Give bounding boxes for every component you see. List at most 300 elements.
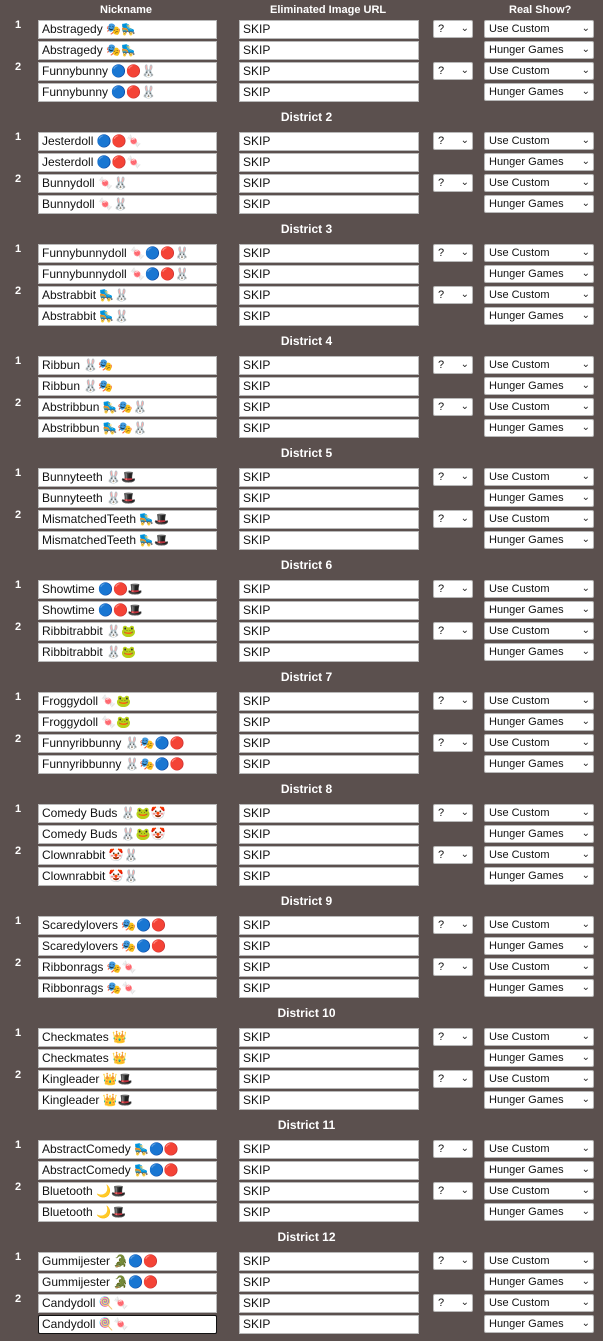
real-show-select[interactable]	[484, 531, 594, 549]
nickname-input[interactable]: Ribbun 🐰🎭	[38, 377, 217, 396]
nickname-input[interactable]: MismatchedTeeth 🛼🎩	[38, 510, 217, 529]
tribute-number: 2	[15, 845, 22, 857]
pronoun-select[interactable]	[433, 958, 473, 976]
eliminated-url-input[interactable]: SKIP	[239, 62, 419, 81]
district-section	[0, 19, 603, 103]
real-show-select-value: Use Custom	[489, 961, 550, 973]
real-show-select[interactable]	[484, 153, 594, 171]
real-show-select[interactable]	[484, 468, 594, 486]
pronoun-select[interactable]	[433, 1252, 473, 1270]
pronoun-select-value: ?	[438, 247, 445, 259]
nickname-input[interactable]: Ribbitrabbit 🐰🐸	[38, 643, 217, 662]
real-show-select[interactable]	[484, 1028, 594, 1046]
nickname-input[interactable]: Comedy Buds 🐰🐸🤡	[38, 804, 217, 823]
chevron-down-icon: ⌄	[581, 422, 590, 433]
chevron-down-icon: ⌄	[460, 289, 469, 300]
real-show-select[interactable]	[484, 307, 594, 325]
eliminated-url-input[interactable]: SKIP	[239, 398, 419, 417]
nickname-input[interactable]: Jesterdoll 🔵🔴🍬	[38, 132, 217, 151]
chevron-down-icon: ⌄	[581, 268, 590, 279]
real-show-select-value: Hunger Games	[489, 380, 564, 392]
tribute-row	[0, 579, 603, 600]
pronoun-select[interactable]	[433, 622, 473, 640]
district-title: District 4	[280, 334, 333, 348]
pronoun-select[interactable]	[433, 356, 473, 374]
chevron-down-icon: ⌄	[581, 534, 590, 545]
pronoun-select-value: ?	[438, 961, 445, 973]
chevron-down-icon: ⌄	[581, 828, 590, 839]
pronoun-select[interactable]	[433, 734, 473, 752]
nickname-input[interactable]: Abstragedy 🎭🛼	[38, 41, 217, 60]
eliminated-url-input[interactable]: SKIP	[239, 958, 419, 977]
real-show-select[interactable]	[484, 1252, 594, 1270]
eliminated-url-input[interactable]: SKIP	[239, 1315, 419, 1334]
chevron-down-icon: ⌄	[460, 359, 469, 370]
chevron-down-icon: ⌄	[581, 471, 590, 482]
eliminated-url-input[interactable]: SKIP	[239, 804, 419, 823]
eliminated-url-input[interactable]: SKIP	[239, 825, 419, 844]
nickname-input[interactable]: Abstragedy 🎭🛼	[38, 20, 217, 39]
nickname-input[interactable]: Checkmates 👑	[38, 1028, 217, 1047]
real-show-select-value: Use Custom	[489, 65, 550, 77]
real-show-select[interactable]	[484, 601, 594, 619]
chevron-down-icon: ⌄	[581, 23, 590, 34]
nickname-input[interactable]: Comedy Buds 🐰🐸🤡	[38, 825, 217, 844]
eliminated-url-input[interactable]: SKIP	[239, 1273, 419, 1292]
tribute-row	[0, 1293, 603, 1314]
real-show-select-value: Hunger Games	[489, 1052, 564, 1064]
real-show-select[interactable]	[484, 1140, 594, 1158]
real-show-select[interactable]	[484, 846, 594, 864]
nickname-input[interactable]: Abstrabbit 🛼🐰	[38, 307, 217, 326]
url-header: Eliminated Image URL	[270, 4, 387, 16]
real-show-select[interactable]	[484, 20, 594, 38]
nickname-input[interactable]: Kingleader 👑🎩	[38, 1070, 217, 1089]
chevron-down-icon: ⌄	[460, 65, 469, 76]
pronoun-select-value: ?	[438, 919, 445, 931]
tribute-row	[0, 40, 603, 61]
district-section	[0, 1111, 603, 1223]
nickname-input[interactable]: Showtime 🔵🔴🎩	[38, 601, 217, 620]
tribute-row	[0, 712, 603, 733]
tribute-row	[0, 824, 603, 845]
chevron-down-icon: ⌄	[460, 1031, 469, 1042]
nickname-input[interactable]: Abstrabbit 🛼🐰	[38, 286, 217, 305]
chevron-down-icon: ⌄	[460, 807, 469, 818]
nickname-input[interactable]: AbstractComedy 🛼🔵🔴	[38, 1161, 217, 1180]
pronoun-select-value: ?	[438, 695, 445, 707]
real-show-select-value: Hunger Games	[489, 156, 564, 168]
nickname-input[interactable]: Funnyribbunny 🐰🎭🔵🔴	[38, 734, 217, 753]
pronoun-select-value: ?	[438, 65, 445, 77]
real-show-select[interactable]	[484, 622, 594, 640]
nickname-input[interactable]: Gummijester 🐊🔵🔴	[38, 1273, 217, 1292]
tribute-row	[0, 194, 603, 215]
real-show-select[interactable]	[484, 937, 594, 955]
eliminated-url-input[interactable]: SKIP	[239, 377, 419, 396]
eliminated-url-input[interactable]: SKIP	[239, 265, 419, 284]
eliminated-url-input[interactable]: SKIP	[239, 643, 419, 662]
real-show-select-value: Use Custom	[489, 471, 550, 483]
eliminated-url-input[interactable]: SKIP	[239, 867, 419, 886]
district-title: District 3	[280, 222, 333, 236]
real-show-select[interactable]	[484, 1203, 594, 1221]
pronoun-select-value: ?	[438, 1255, 445, 1267]
eliminated-url-input[interactable]: SKIP	[239, 1028, 419, 1047]
tribute-row	[0, 509, 603, 530]
nickname-input[interactable]: Bluetooth 🌙🎩	[38, 1203, 217, 1222]
eliminated-url-input[interactable]: SKIP	[239, 286, 419, 305]
eliminated-url-input[interactable]: SKIP	[239, 734, 419, 753]
tribute-number: 2	[15, 1069, 22, 1081]
eliminated-url-input[interactable]: SKIP	[239, 916, 419, 935]
real-show-select-value: Use Custom	[489, 1255, 550, 1267]
real-show-select[interactable]	[484, 398, 594, 416]
real-show-select[interactable]	[484, 755, 594, 773]
nickname-input[interactable]: AbstractComedy 🛼🔵🔴	[38, 1140, 217, 1159]
chevron-down-icon: ⌄	[460, 247, 469, 258]
nickname-input[interactable]: Ribbonrags 🎭🍬	[38, 979, 217, 998]
real-show-select[interactable]	[484, 958, 594, 976]
nickname-input[interactable]: Funnybunny 🔵🔴🐰	[38, 62, 217, 81]
pronoun-select[interactable]	[433, 916, 473, 934]
district-title: District 8	[280, 782, 333, 796]
real-show-select[interactable]	[484, 1315, 594, 1333]
nickname-input[interactable]: Funnybunnydoll 🍬🔵🔴🐰	[38, 244, 217, 263]
eliminated-url-input[interactable]: SKIP	[239, 1140, 419, 1159]
nickname-input[interactable]: Bunnydoll 🍬🐰	[38, 195, 217, 214]
real-show-select[interactable]	[484, 1049, 594, 1067]
pronoun-select[interactable]	[433, 468, 473, 486]
real-show-select[interactable]	[484, 1091, 594, 1109]
chevron-down-icon: ⌄	[581, 940, 590, 951]
tribute-number: 1	[15, 355, 22, 367]
tribute-row	[0, 1027, 603, 1048]
eliminated-url-input[interactable]: SKIP	[239, 174, 419, 193]
nickname-input[interactable]: Ribbitrabbit 🐰🐸	[38, 622, 217, 641]
real-show-select[interactable]	[484, 265, 594, 283]
chevron-down-icon: ⌄	[460, 1297, 469, 1308]
district-section	[0, 999, 603, 1111]
pronoun-select-value: ?	[438, 1185, 445, 1197]
real-show-select[interactable]	[484, 713, 594, 731]
chevron-down-icon: ⌄	[460, 695, 469, 706]
tribute-row	[0, 621, 603, 642]
eliminated-url-input[interactable]: SKIP	[239, 692, 419, 711]
nickname-input[interactable]: Funnyribbunny 🐰🎭🔵🔴	[38, 755, 217, 774]
eliminated-url-input[interactable]: SKIP	[239, 489, 419, 508]
real-show-select[interactable]	[484, 1182, 594, 1200]
pronoun-select[interactable]	[433, 1028, 473, 1046]
real-show-select-value: Hunger Games	[489, 1094, 564, 1106]
real-show-select-value: Use Custom	[489, 695, 550, 707]
nickname-input[interactable]: Froggydoll 🍬🐸	[38, 713, 217, 732]
nickname-input[interactable]: Bunnyteeth 🐰🎩	[38, 489, 217, 508]
nickname-input[interactable]: Bunnyteeth 🐰🎩	[38, 468, 217, 487]
pronoun-select[interactable]	[433, 846, 473, 864]
eliminated-url-input[interactable]: SKIP	[239, 1161, 419, 1180]
chevron-down-icon: ⌄	[460, 471, 469, 482]
nickname-input[interactable]: Scaredylovers 🎭🔵🔴	[38, 916, 217, 935]
real-show-select[interactable]	[484, 825, 594, 843]
chevron-down-icon: ⌄	[581, 513, 590, 524]
real-show-select-value: Use Custom	[489, 807, 550, 819]
nickname-input[interactable]: Ribbun 🐰🎭	[38, 356, 217, 375]
column-header	[0, 0, 603, 19]
district-section	[0, 1223, 603, 1335]
pronoun-select[interactable]	[433, 580, 473, 598]
real-show-select[interactable]	[484, 132, 594, 150]
district-title: District 11	[277, 1118, 336, 1132]
eliminated-url-input[interactable]: SKIP	[239, 195, 419, 214]
nickname-input[interactable]: Checkmates 👑	[38, 1049, 217, 1068]
pronoun-select-value: ?	[438, 177, 445, 189]
eliminated-url-input[interactable]: SKIP	[239, 41, 419, 60]
pronoun-select-value: ?	[438, 1297, 445, 1309]
real-show-select[interactable]	[484, 489, 594, 507]
tribute-row	[0, 355, 603, 376]
eliminated-url-input[interactable]: SKIP	[239, 937, 419, 956]
nickname-input[interactable]: Ribbonrags 🎭🍬	[38, 958, 217, 977]
nickname-input[interactable]: Clownrabbit 🤡🐰	[38, 846, 217, 865]
real-show-select[interactable]	[484, 244, 594, 262]
eliminated-url-input[interactable]: SKIP	[239, 979, 419, 998]
eliminated-url-input[interactable]: SKIP	[239, 755, 419, 774]
nickname-input[interactable]: Abstribbun 🛼🎭🐰	[38, 419, 217, 438]
real-show-select[interactable]	[484, 867, 594, 885]
district-title: District 12	[277, 1230, 336, 1244]
chevron-down-icon: ⌄	[581, 1031, 590, 1042]
real-show-select[interactable]	[484, 195, 594, 213]
pronoun-select[interactable]	[433, 1070, 473, 1088]
nickname-input[interactable]: Abstribbun 🛼🎭🐰	[38, 398, 217, 417]
nickname-input[interactable]: Froggydoll 🍬🐸	[38, 692, 217, 711]
real-show-select-value: Use Custom	[489, 177, 550, 189]
pronoun-select[interactable]	[433, 1182, 473, 1200]
chevron-down-icon: ⌄	[581, 625, 590, 636]
tribute-number: 2	[15, 957, 22, 969]
real-show-select-value: Hunger Games	[489, 310, 564, 322]
district-section	[0, 327, 603, 439]
real-show-select[interactable]	[484, 643, 594, 661]
nickname-input[interactable]: Gummijester 🐊🔵🔴	[38, 1252, 217, 1271]
tribute-number: 1	[15, 19, 22, 31]
pronoun-select[interactable]	[433, 286, 473, 304]
tribute-number: 1	[15, 467, 22, 479]
real-show-select[interactable]	[484, 174, 594, 192]
real-show-select[interactable]	[484, 83, 594, 101]
real-show-select-value: Use Custom	[489, 1073, 550, 1085]
real-show-select-value: Use Custom	[489, 135, 550, 147]
nickname-input[interactable]: MismatchedTeeth 🛼🎩	[38, 531, 217, 550]
nickname-input[interactable]: Kingleader 👑🎩	[38, 1091, 217, 1110]
eliminated-url-input[interactable]: SKIP	[239, 1091, 419, 1110]
eliminated-url-input[interactable]: SKIP	[239, 1182, 419, 1201]
nickname-input[interactable]: Scaredylovers 🎭🔵🔴	[38, 937, 217, 956]
nickname-input[interactable]: Candydoll 🍭🍬	[38, 1315, 217, 1334]
chevron-down-icon: ⌄	[581, 758, 590, 769]
tribute-row	[0, 915, 603, 936]
nickname-input[interactable]: Bunnydoll 🍬🐰	[38, 174, 217, 193]
pronoun-select-value: ?	[438, 807, 445, 819]
eliminated-url-input[interactable]: SKIP	[239, 244, 419, 263]
eliminated-url-input[interactable]: SKIP	[239, 20, 419, 39]
pronoun-select-value: ?	[438, 583, 445, 595]
real-show-select[interactable]	[484, 1161, 594, 1179]
eliminated-url-input[interactable]: SKIP	[239, 356, 419, 375]
eliminated-url-input[interactable]: SKIP	[239, 1070, 419, 1089]
chevron-down-icon: ⌄	[581, 961, 590, 972]
tribute-row	[0, 978, 603, 999]
chevron-down-icon: ⌄	[581, 982, 590, 993]
pronoun-select[interactable]	[433, 244, 473, 262]
district-section	[0, 439, 603, 551]
eliminated-url-input[interactable]: SKIP	[239, 713, 419, 732]
pronoun-select[interactable]	[433, 692, 473, 710]
pronoun-select-value: ?	[438, 135, 445, 147]
real-show-select[interactable]	[484, 1294, 594, 1312]
real-show-select-value: Hunger Games	[489, 940, 564, 952]
real-show-select[interactable]	[484, 692, 594, 710]
chevron-down-icon: ⌄	[581, 401, 590, 412]
real-show-select[interactable]	[484, 916, 594, 934]
chevron-down-icon: ⌄	[581, 135, 590, 146]
eliminated-url-input[interactable]: SKIP	[239, 307, 419, 326]
tribute-row	[0, 1251, 603, 1272]
eliminated-url-input[interactable]: SKIP	[239, 419, 419, 438]
district-title: District 10	[277, 1006, 336, 1020]
nickname-input[interactable]: Bluetooth 🌙🎩	[38, 1182, 217, 1201]
tribute-number: 2	[15, 621, 22, 633]
eliminated-url-input[interactable]: SKIP	[239, 601, 419, 620]
nickname-input[interactable]: Funnybunnydoll 🍬🔵🔴🐰	[38, 265, 217, 284]
pronoun-select-value: ?	[438, 625, 445, 637]
show-header: Real Show?	[509, 4, 572, 16]
tribute-number: 2	[15, 285, 22, 297]
district-section	[0, 103, 603, 215]
chevron-down-icon: ⌄	[581, 289, 590, 300]
pronoun-select[interactable]	[433, 398, 473, 416]
chevron-down-icon: ⌄	[460, 583, 469, 594]
eliminated-url-input[interactable]: SKIP	[239, 846, 419, 865]
chevron-down-icon: ⌄	[581, 1143, 590, 1154]
real-show-select-value: Use Custom	[489, 23, 550, 35]
nickname-input[interactable]: Funnybunny 🔵🔴🐰	[38, 83, 217, 102]
pronoun-select[interactable]	[433, 62, 473, 80]
tribute-row	[0, 691, 603, 712]
real-show-select[interactable]	[484, 41, 594, 59]
real-show-select[interactable]	[484, 804, 594, 822]
real-show-select-value: Use Custom	[489, 247, 550, 259]
tribute-number: 1	[15, 1251, 22, 1263]
eliminated-url-input[interactable]: SKIP	[239, 1294, 419, 1313]
chevron-down-icon: ⌄	[460, 961, 469, 972]
tribute-row	[0, 467, 603, 488]
eliminated-url-input[interactable]: SKIP	[239, 1049, 419, 1068]
tribute-row	[0, 376, 603, 397]
real-show-select-value: Use Custom	[489, 849, 550, 861]
pronoun-select-value: ?	[438, 359, 445, 371]
nickname-input[interactable]: Clownrabbit 🤡🐰	[38, 867, 217, 886]
nickname-input[interactable]: Jesterdoll 🔵🔴🍬	[38, 153, 217, 172]
chevron-down-icon: ⌄	[581, 807, 590, 818]
real-show-select[interactable]	[484, 734, 594, 752]
real-show-select[interactable]	[484, 510, 594, 528]
district-title: District 2	[280, 110, 333, 124]
pronoun-select[interactable]	[433, 174, 473, 192]
eliminated-url-input[interactable]: SKIP	[239, 580, 419, 599]
chevron-down-icon: ⌄	[581, 1206, 590, 1217]
pronoun-select-value: ?	[438, 23, 445, 35]
chevron-down-icon: ⌄	[460, 177, 469, 188]
chevron-down-icon: ⌄	[581, 198, 590, 209]
pronoun-select-value: ?	[438, 1073, 445, 1085]
tribute-row	[0, 754, 603, 775]
pronoun-select[interactable]	[433, 20, 473, 38]
tribute-number: 1	[15, 803, 22, 815]
tribute-row	[0, 19, 603, 40]
real-show-select-value: Hunger Games	[489, 534, 564, 546]
tribute-row	[0, 264, 603, 285]
chevron-down-icon: ⌄	[581, 1094, 590, 1105]
tribute-number: 1	[15, 691, 22, 703]
chevron-down-icon: ⌄	[581, 1276, 590, 1287]
chevron-down-icon: ⌄	[581, 716, 590, 727]
chevron-down-icon: ⌄	[460, 1185, 469, 1196]
chevron-down-icon: ⌄	[460, 135, 469, 146]
eliminated-url-input[interactable]: SKIP	[239, 1252, 419, 1271]
eliminated-url-input[interactable]: SKIP	[239, 531, 419, 550]
real-show-select[interactable]	[484, 419, 594, 437]
tribute-row	[0, 285, 603, 306]
pronoun-select[interactable]	[433, 804, 473, 822]
eliminated-url-input[interactable]: SKIP	[239, 83, 419, 102]
chevron-down-icon: ⌄	[581, 1052, 590, 1063]
real-show-select[interactable]	[484, 1273, 594, 1291]
eliminated-url-input[interactable]: SKIP	[239, 510, 419, 529]
district-section	[0, 215, 603, 327]
real-show-select-value: Hunger Games	[489, 422, 564, 434]
eliminated-url-input[interactable]: SKIP	[239, 468, 419, 487]
real-show-select[interactable]	[484, 580, 594, 598]
real-show-select[interactable]	[484, 286, 594, 304]
tribute-row	[0, 733, 603, 754]
pronoun-select[interactable]	[433, 132, 473, 150]
chevron-down-icon: ⌄	[460, 1255, 469, 1266]
pronoun-select[interactable]	[433, 1294, 473, 1312]
eliminated-url-input[interactable]: SKIP	[239, 153, 419, 172]
real-show-select[interactable]	[484, 1070, 594, 1088]
real-show-select-value: Hunger Games	[489, 716, 564, 728]
real-show-select[interactable]	[484, 62, 594, 80]
pronoun-select[interactable]	[433, 1140, 473, 1158]
nickname-input[interactable]: Candydoll 🍭🍬	[38, 1294, 217, 1313]
real-show-select[interactable]	[484, 377, 594, 395]
pronoun-select[interactable]	[433, 510, 473, 528]
chevron-down-icon: ⌄	[460, 513, 469, 524]
real-show-select[interactable]	[484, 979, 594, 997]
nickname-input[interactable]: Showtime 🔵🔴🎩	[38, 580, 217, 599]
eliminated-url-input[interactable]: SKIP	[239, 1203, 419, 1222]
tribute-row	[0, 1272, 603, 1293]
tribute-row	[0, 82, 603, 103]
tribute-row	[0, 418, 603, 439]
real-show-select[interactable]	[484, 356, 594, 374]
eliminated-url-input[interactable]: SKIP	[239, 622, 419, 641]
tribute-row	[0, 1160, 603, 1181]
chevron-down-icon: ⌄	[460, 737, 469, 748]
eliminated-url-input[interactable]: SKIP	[239, 132, 419, 151]
